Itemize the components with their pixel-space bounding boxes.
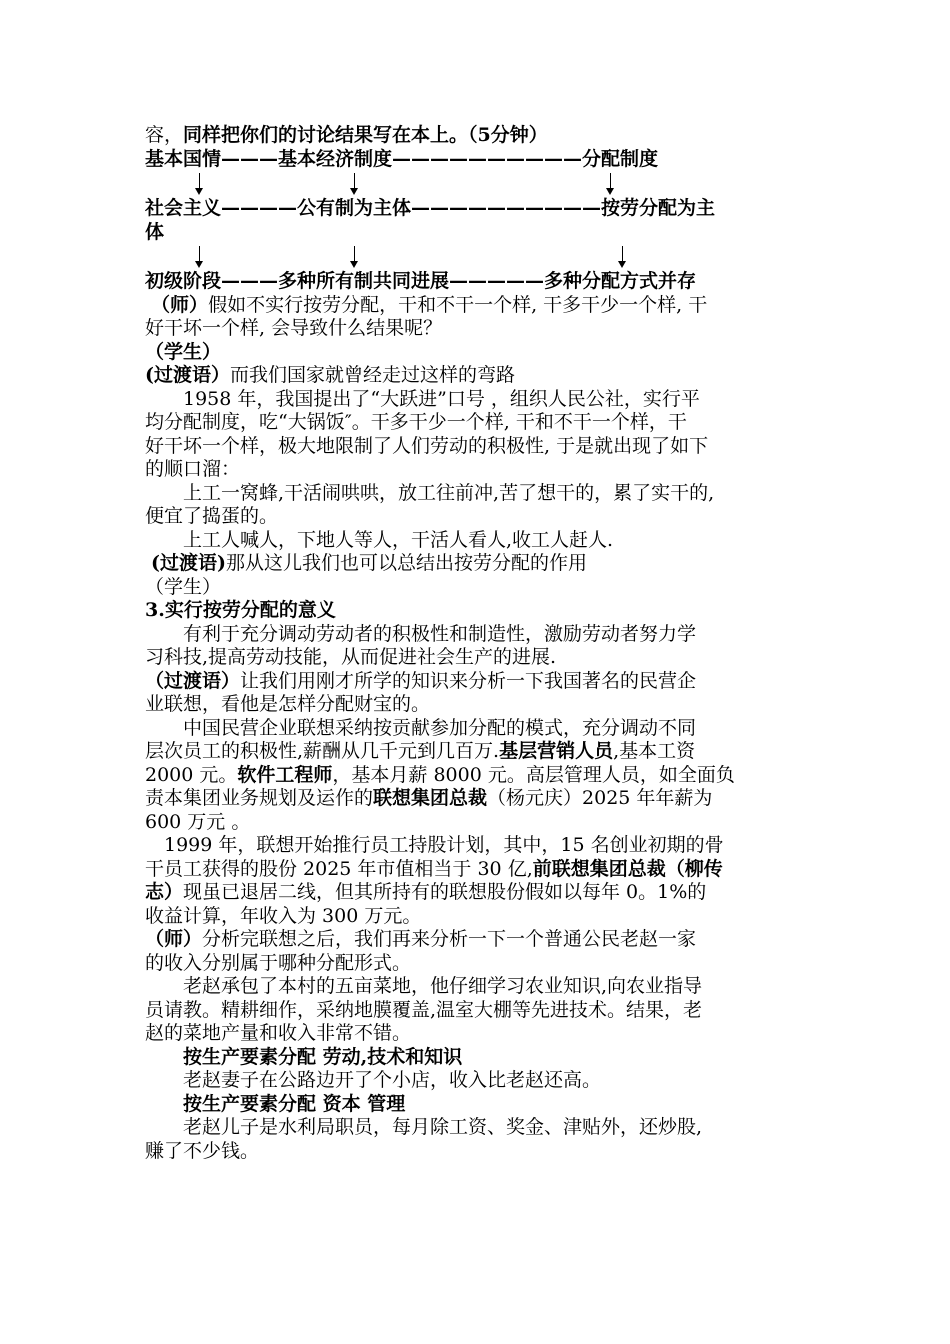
transition-label: (过渡语) xyxy=(151,552,227,574)
down-arrow-icon xyxy=(354,173,355,191)
lenovo-line-5: 600 万元 。 xyxy=(145,810,251,833)
diagram-arrows-1 xyxy=(145,171,810,197)
document-page xyxy=(145,124,810,1163)
teacher-label: （师） xyxy=(151,293,209,316)
diagram-arrows-2 xyxy=(145,244,810,270)
rhyme-1-line-1: 上工一窝蜂,干活闹哄哄，放工往前冲,苦了想干的，累了实干的, xyxy=(183,481,715,504)
zhao-son-line-1: 老赵儿子是水利局职员，每月除工资、奖金、津贴外，还炒股, xyxy=(183,1116,703,1138)
zhao-son-line-2: 赚了不少钱。 xyxy=(145,1139,260,1162)
transition-label: (过渡语） xyxy=(145,364,230,386)
intro-instruction: 同样把你们的讨论结果写在本上。 xyxy=(183,124,469,146)
zhao-line-1: 老赵承包了本村的五亩菜地，他仔细学习农业知识,向农业指导 xyxy=(183,975,703,997)
zhao-line-3: 赵的菜地产量和收入非常不错。 xyxy=(145,1022,412,1044)
transition-2: (过渡语)那从这儿我们也可以总结出按劳分配的作用 xyxy=(151,552,588,574)
section-heading: 3.实行按劳分配的意义 xyxy=(145,599,336,621)
down-arrow-icon xyxy=(354,246,355,264)
down-arrow-icon xyxy=(199,173,200,191)
intro-line xyxy=(145,124,810,148)
section-text-1: 有利于充分调动劳动者的积极性和制造性，激励劳动者努力学 xyxy=(183,622,697,645)
zhao-answer-1: 按生产要素分配 劳动,技术和知识 xyxy=(183,1045,463,1068)
teacher-label: （师） xyxy=(145,928,203,950)
stock-line-4: 收益计算，年收入为 300 万元。 xyxy=(145,904,422,927)
diagram-row-3: 初级阶段———多种所有制共同进展—————多种分配方式并存 xyxy=(145,270,697,292)
student-label: （学生） xyxy=(145,340,222,363)
teacher-2-line-2: 的收入分别属于哪种分配形式。 xyxy=(145,951,412,974)
transition-3-line-2: 业联想，看他是怎样分配财宝的。 xyxy=(145,693,431,715)
intro-time: （5分钟） xyxy=(468,124,548,146)
history-line-2: 均分配制度，吃“大锅饭″。干多干少一个样, 干和不干一个样，干 xyxy=(145,411,687,433)
teacher-question-line-2: 好干坏一个样, 会导致什么结果呢？ xyxy=(145,317,443,339)
lenovo-line-3: 2000 元。软件工程师，基本月薪 8000 元。高层管理人员，如全面负 xyxy=(145,763,735,786)
teacher-2-line-1: （师）分析完联想之后，我们再来分析一下一个普通公民老赵一家 xyxy=(145,928,697,950)
rhyme-2: 上工人喊人，下地人等人，干活人看人,收工人赶人. xyxy=(183,528,614,551)
zhao-line-2: 员请教。精耕细作，采纳地膜覆盖,温室大棚等先进技术。结果，老 xyxy=(145,998,703,1021)
stock-line-2: 干员工获得的股份 2025 年市值相当于 30 亿,前联想集团总裁（柳传 xyxy=(145,857,723,880)
zhao-wife: 老赵妻子在公路边开了个小店，收入比老赵还高。 xyxy=(183,1069,602,1091)
transition-label: （过渡语） xyxy=(145,669,241,692)
diagram-row-1: 基本国情———基本经济制度——————————分配制度 xyxy=(145,147,659,170)
history-line-4: 的顺口溜： xyxy=(145,458,241,480)
diagram-row-2-wrap: 体 xyxy=(145,220,165,243)
history-line-3: 好干坏一个样，极大地限制了人们劳动的积极性, 于是就出现了如下 xyxy=(145,434,709,457)
history-line-1: 1958 年，我国提出了“大跃进”口号 ，组织人民公社，实行平 xyxy=(183,387,700,410)
rhyme-1-line-2: 便宜了捣蛋的。 xyxy=(145,505,279,527)
teacher-question-line-1: （师）假如不实行按劳分配，干和不干一个样, 干多干少一个样, 干 xyxy=(151,293,708,316)
lenovo-line-2: 层次员工的积极性,薪酬从几千元到几百万.基层营销人员,基本工资 xyxy=(145,740,696,762)
student-label-2: （学生） xyxy=(145,575,222,598)
transition-1: (过渡语）而我们国家就曾经走过这样的弯路 xyxy=(145,364,516,386)
diagram-row-2: 社会主义————公有制为主体——————————按劳分配为主 xyxy=(145,197,716,219)
intro-prefix: 容， xyxy=(145,124,184,146)
down-arrow-icon xyxy=(610,173,611,191)
stock-line-1: 1999 年，联想开始推行员工持股计划，其中，15 名创业初期的骨 xyxy=(164,834,724,856)
down-arrow-icon xyxy=(622,246,623,264)
lenovo-line-4: 责本集团业务规划及运作的联想集团总裁（杨元庆）2025 年年薪为 xyxy=(145,787,713,809)
zhao-answer-2: 按生产要素分配 资本 管理 xyxy=(183,1092,406,1115)
down-arrow-icon xyxy=(199,246,200,264)
transition-3-line-1: （过渡语）让我们用刚才所学的知识来分析一下我国著名的民营企 xyxy=(145,669,697,692)
section-text-2: 习科技,提高劳动技能，从而促进社会生产的进展. xyxy=(145,646,557,668)
lenovo-line-1: 中国民营企业联想采纳按贡献参加分配的模式，充分调动不同 xyxy=(183,716,697,739)
stock-line-3: 志）现虽已退居二线，但其所持有的联想股份假如以每年 0。1%的 xyxy=(145,881,707,903)
